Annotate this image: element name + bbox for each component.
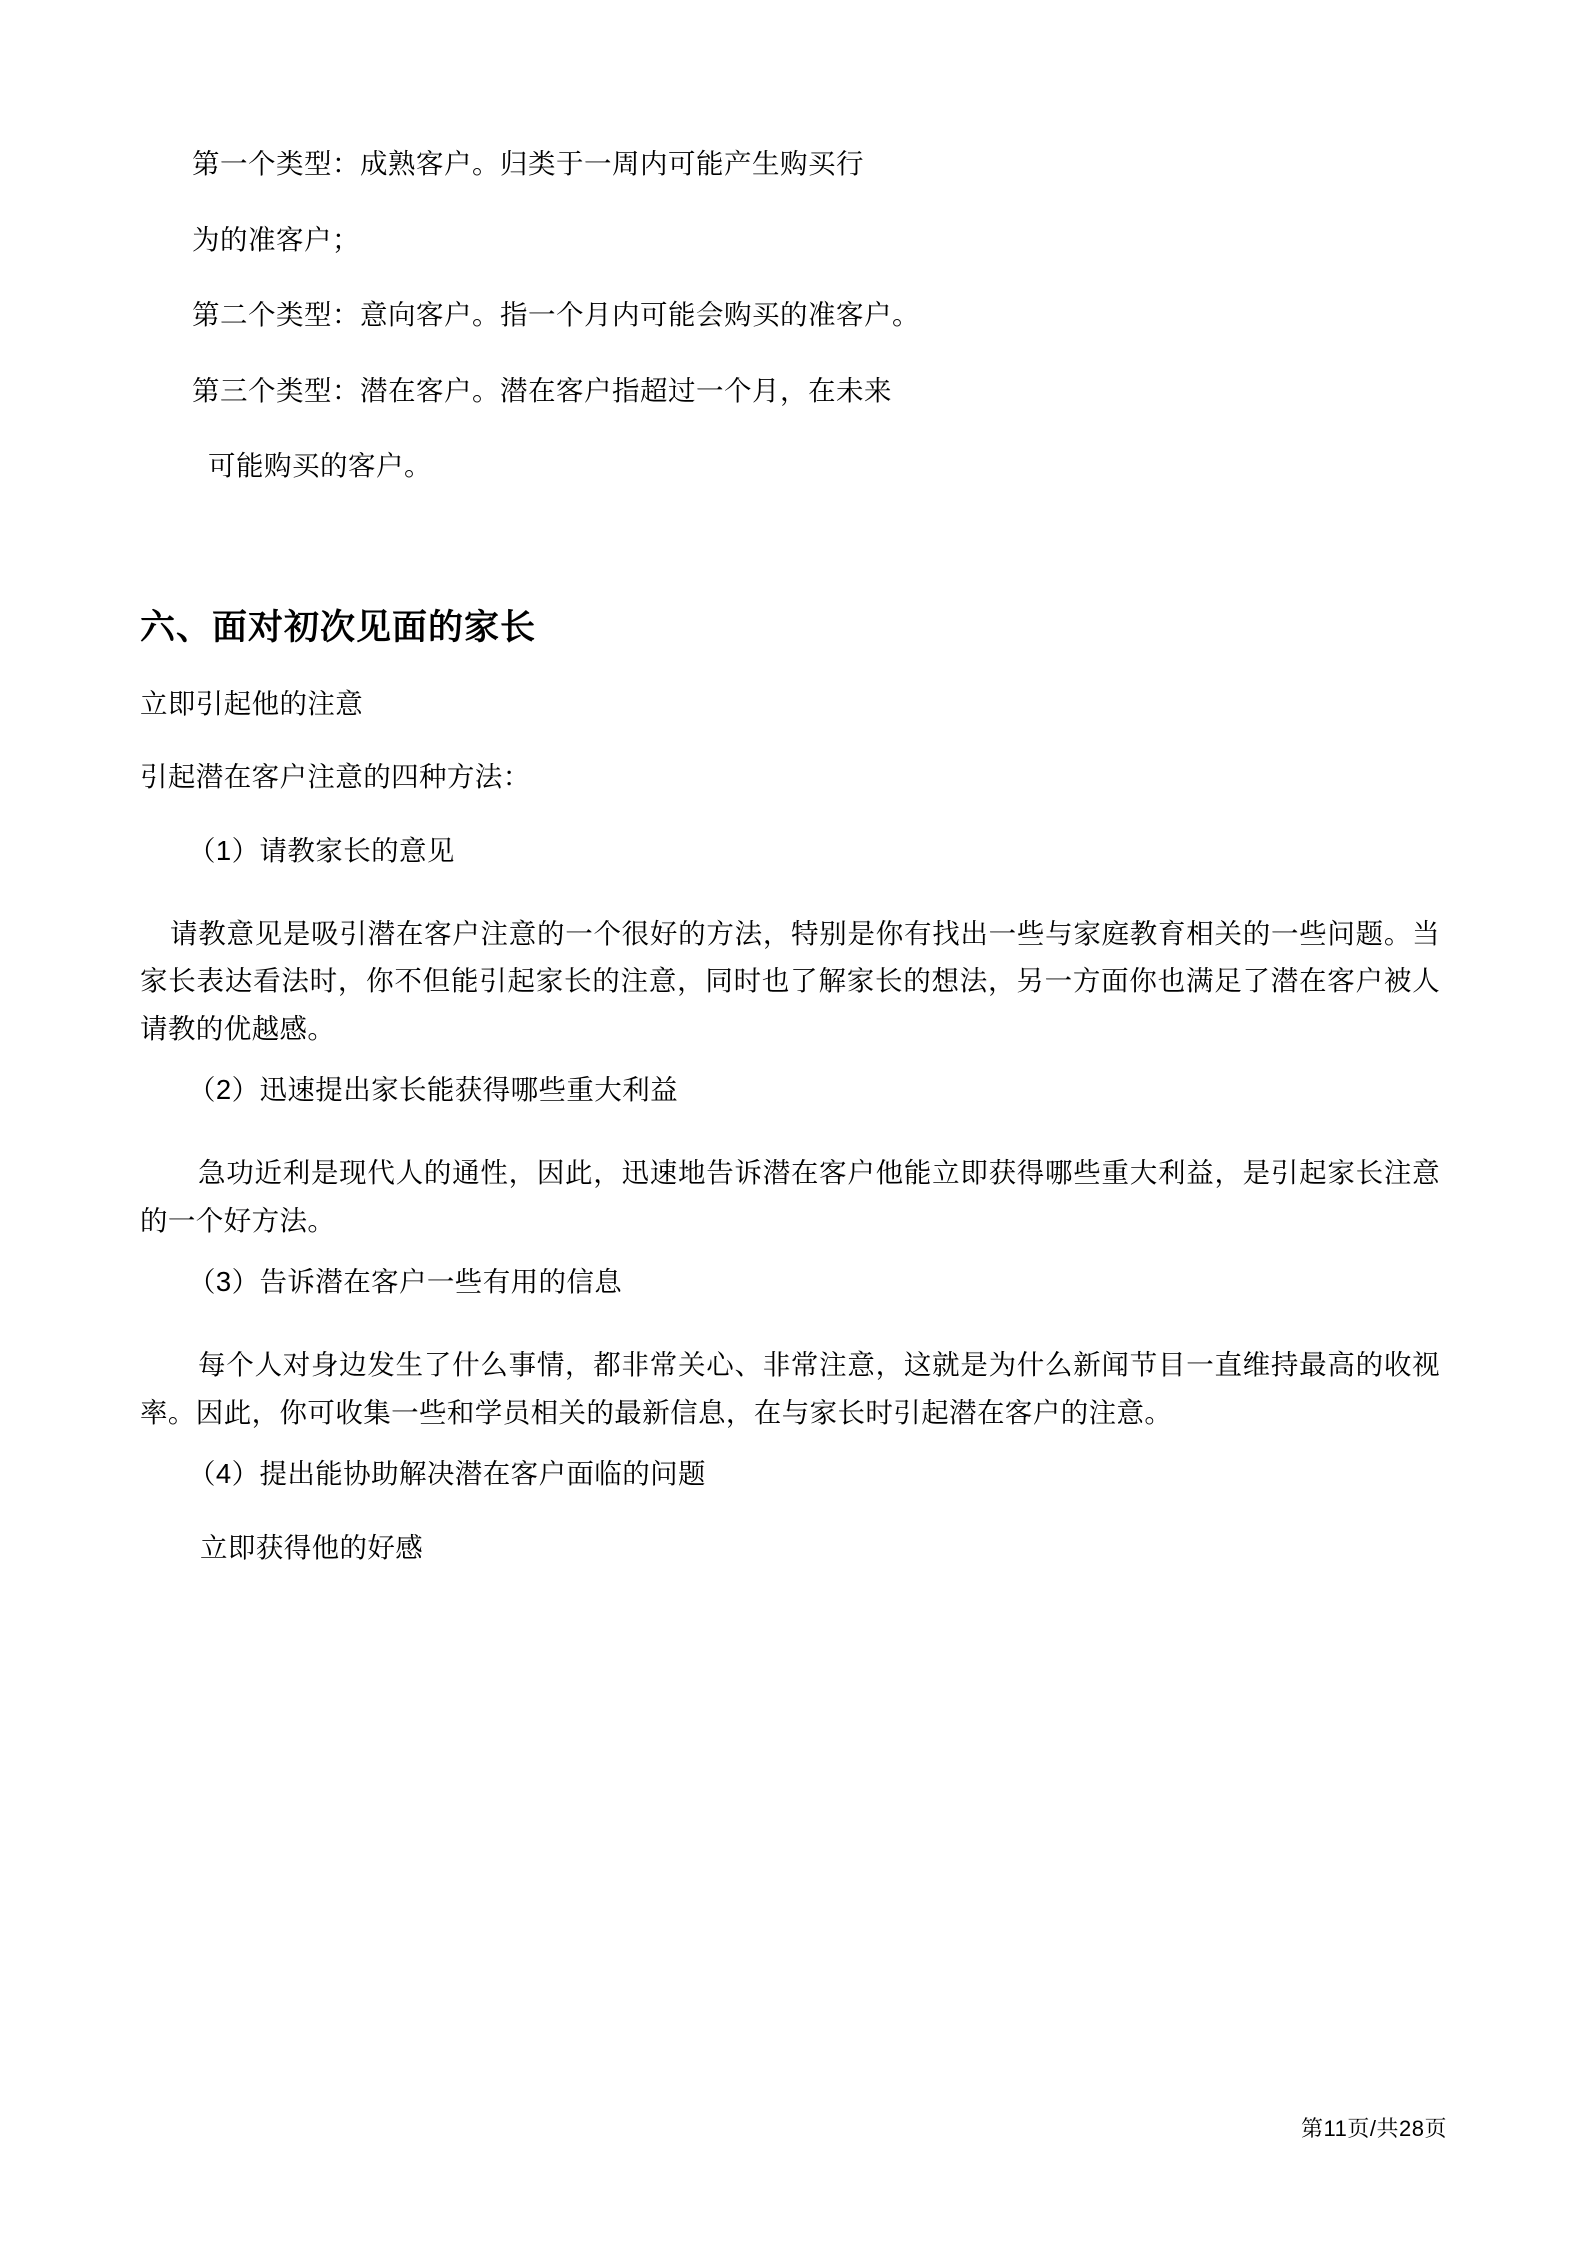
item-body-1: 请教意见是吸引潜在客户注意的一个很好的方法，特别是你有找出一些与家庭教育相关的一些问题。当家长表达看法时，你不但能引起家长的注意，同时也了解家长的想法，另一方面你也满足了潜在客户被人请教的优越感。 xyxy=(140,918,1440,1044)
footer-suffix: 页 xyxy=(1424,2116,1447,2141)
lead-line-2: 为的准客户； xyxy=(192,223,360,255)
lead-line-4: 第三个类型：潜在客户。潜在客户指超过一个月，在未来 xyxy=(192,374,892,406)
item-body-2: 急功近利是现代人的通性，因此，迅速地告诉潜在客户他能立即获得哪些重大利益，是引起家长注意的一个好方法。 xyxy=(140,1157,1440,1236)
section-spacer xyxy=(140,528,1440,600)
item-body-3: 每个人对身边发生了什么事情，都非常关心、非常注意，这就是为什么新闻节目一直维持最高的收视率。因此，你可收集一些和学员相关的最新信息，在与家长时引起潜在客户的注意。 xyxy=(140,1349,1440,1428)
item-heading-3: （3）告诉潜在客户一些有用的信息 xyxy=(188,1265,623,1297)
intro-line-2: 引起潜在客户注意的四种方法： xyxy=(140,761,531,792)
page-footer xyxy=(1301,2112,1447,2143)
footer-middle: 页/共 xyxy=(1347,2116,1399,2141)
lead-line-5: 可能购买的客户。 xyxy=(208,450,432,481)
closing-line: 立即获得他的好感 xyxy=(200,1531,424,1563)
intro-line-1: 立即引起他的注意 xyxy=(140,687,364,719)
lead-line-1: 第一个类型：成熟客户。归类于一周内可能产生购买行 xyxy=(192,148,864,179)
document-body xyxy=(140,150,1440,1561)
item-heading-1: （1）请教家长的意见 xyxy=(188,834,455,866)
footer-prefix: 第 xyxy=(1301,2116,1324,2141)
item-heading-2: （2）迅速提出家长能获得哪些重大利益 xyxy=(188,1073,678,1105)
page-title: 六、面对初次见面的家长 xyxy=(140,607,537,647)
item-heading-4: （4）提出能协助解决潜在客户面临的问题 xyxy=(188,1458,706,1490)
footer-total-pages: 28 xyxy=(1399,2116,1425,2141)
lead-line-3: 第二个类型：意向客户。指一个月内可能会购买的准客户。 xyxy=(192,299,920,330)
footer-page-number: 11 xyxy=(1323,2116,1348,2141)
